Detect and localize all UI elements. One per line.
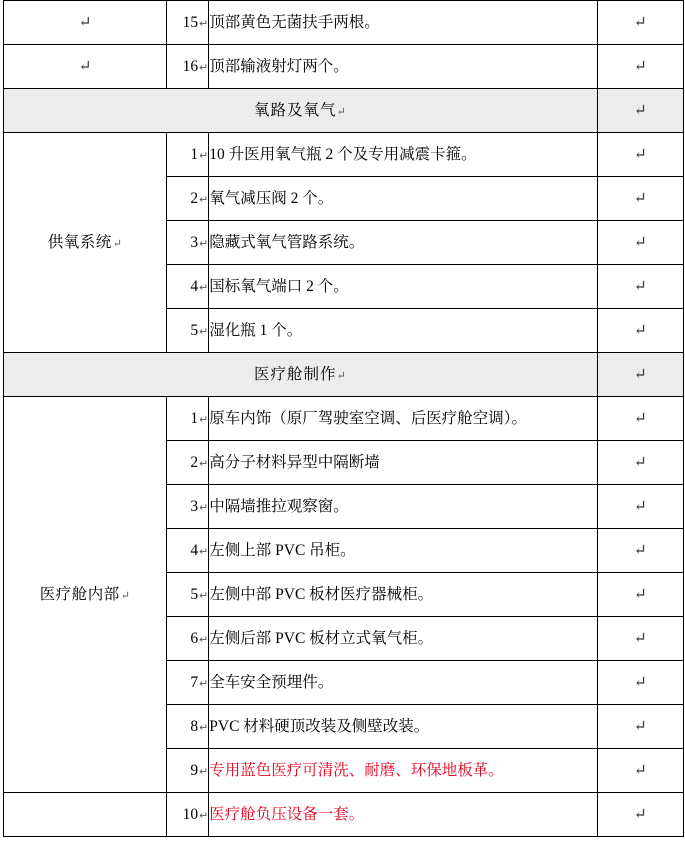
item-number: 1↵: [167, 397, 209, 441]
note-cell: ↵: [597, 617, 683, 661]
mark-icon: ↵: [199, 413, 209, 426]
item-description: 10 升医用氧气瓶 2 个及专用减震卡箍。: [209, 133, 598, 177]
section-note: ↵: [597, 353, 683, 397]
item-number: 10↵: [167, 793, 209, 837]
note-cell: ↵: [597, 529, 683, 573]
note-cell: ↵: [597, 177, 683, 221]
item-number: 15↵: [167, 1, 209, 45]
item-number: 1↵: [167, 133, 209, 177]
item-number: 3↵: [167, 221, 209, 265]
note-cell: ↵: [597, 221, 683, 265]
item-number: 16↵: [167, 45, 209, 89]
item-number: 2↵: [167, 441, 209, 485]
item-description: 高分子材料异型中隔断墙: [209, 441, 598, 485]
item-description: 国标氧气端口 2 个。: [209, 265, 598, 309]
note-cell: ↵: [597, 133, 683, 177]
item-description: 顶部输液射灯两个。: [209, 45, 598, 89]
item-number: 2↵: [167, 177, 209, 221]
specification-table: [3, 0, 684, 837]
note-cell: ↵: [597, 441, 683, 485]
table-row: [4, 133, 684, 177]
mark-icon: ↵: [336, 105, 347, 118]
note-cell: ↵: [597, 265, 683, 309]
item-description: 原车内饰（原厂驾驶室空调、后医疗舱空调）。: [209, 397, 598, 441]
mark-icon: ↵: [120, 589, 131, 602]
item-description: PVC 材料硬顶改装及侧壁改装。: [209, 705, 598, 749]
section-row: [4, 353, 684, 397]
category-cell-empty: ↵: [4, 1, 167, 45]
section-title: 医疗舱制作↵: [4, 353, 598, 397]
category-cell-empty: ↵: [4, 45, 167, 89]
table-row: [4, 1, 684, 45]
item-number: 3↵: [167, 485, 209, 529]
note-cell: ↵: [597, 1, 683, 45]
note-cell: ↵: [597, 309, 683, 353]
note-cell: ↵: [597, 749, 683, 793]
mark-icon: ↵: [199, 633, 209, 646]
mark-icon: ↵: [199, 237, 209, 250]
item-number: 4↵: [167, 265, 209, 309]
mark-icon: ↵: [199, 149, 209, 162]
category-cell-empty: [4, 793, 167, 837]
mark-icon: ↵: [199, 325, 209, 338]
item-number: 5↵: [167, 573, 209, 617]
item-description: 左侧上部 PVC 吊柜。: [209, 529, 598, 573]
item-number: 7↵: [167, 661, 209, 705]
mark-icon: ↵: [199, 501, 209, 514]
section-title: 氧路及氧气↵: [4, 89, 598, 133]
category-medical-cabin: 医疗舱内部↵: [4, 397, 167, 793]
item-description: 隐藏式氧气管路系统。: [209, 221, 598, 265]
item-number: 9↵: [167, 749, 209, 793]
table-row: [4, 45, 684, 89]
note-cell: ↵: [597, 793, 683, 837]
item-number: 4↵: [167, 529, 209, 573]
item-number: 8↵: [167, 705, 209, 749]
item-number: 6↵: [167, 617, 209, 661]
category-oxygen-system: 供氧系统↵: [4, 133, 167, 353]
mark-icon: ↵: [199, 765, 209, 778]
note-cell: ↵: [597, 661, 683, 705]
item-description: 中隔墙推拉观察窗。: [209, 485, 598, 529]
mark-icon: ↵: [336, 369, 347, 382]
item-number: 5↵: [167, 309, 209, 353]
mark-icon: ↵: [199, 545, 209, 558]
mark-icon: ↵: [199, 61, 209, 74]
item-description: 左侧后部 PVC 板材立式氧气柜。: [209, 617, 598, 661]
mark-icon: ↵: [199, 721, 209, 734]
mark-icon: ↵: [199, 809, 209, 822]
item-description: 氧气减压阀 2 个。: [209, 177, 598, 221]
mark-icon: ↵: [199, 457, 209, 470]
mark-icon: ↵: [199, 17, 209, 30]
section-row: [4, 89, 684, 133]
item-description-highlighted: 专用蓝色医疗可清洗、耐磨、环保地板革。: [209, 749, 598, 793]
note-cell: ↵: [597, 705, 683, 749]
note-cell: ↵: [597, 573, 683, 617]
mark-icon: ↵: [112, 237, 123, 250]
section-note: ↵: [597, 89, 683, 133]
item-description: 全车安全预埋件。: [209, 661, 598, 705]
table-row: [4, 793, 684, 837]
mark-icon: ↵: [199, 281, 209, 294]
item-description: 顶部黄色无菌扶手两根。: [209, 1, 598, 45]
note-cell: ↵: [597, 45, 683, 89]
mark-icon: ↵: [199, 193, 209, 206]
table-row: [4, 397, 684, 441]
item-description: 湿化瓶 1 个。: [209, 309, 598, 353]
note-cell: ↵: [597, 397, 683, 441]
mark-icon: ↵: [199, 677, 209, 690]
note-cell: ↵: [597, 485, 683, 529]
mark-icon: ↵: [199, 589, 209, 602]
item-description: 左侧中部 PVC 板材医疗器械柜。: [209, 573, 598, 617]
item-description-highlighted: 医疗舱负压设备一套。: [209, 793, 598, 837]
